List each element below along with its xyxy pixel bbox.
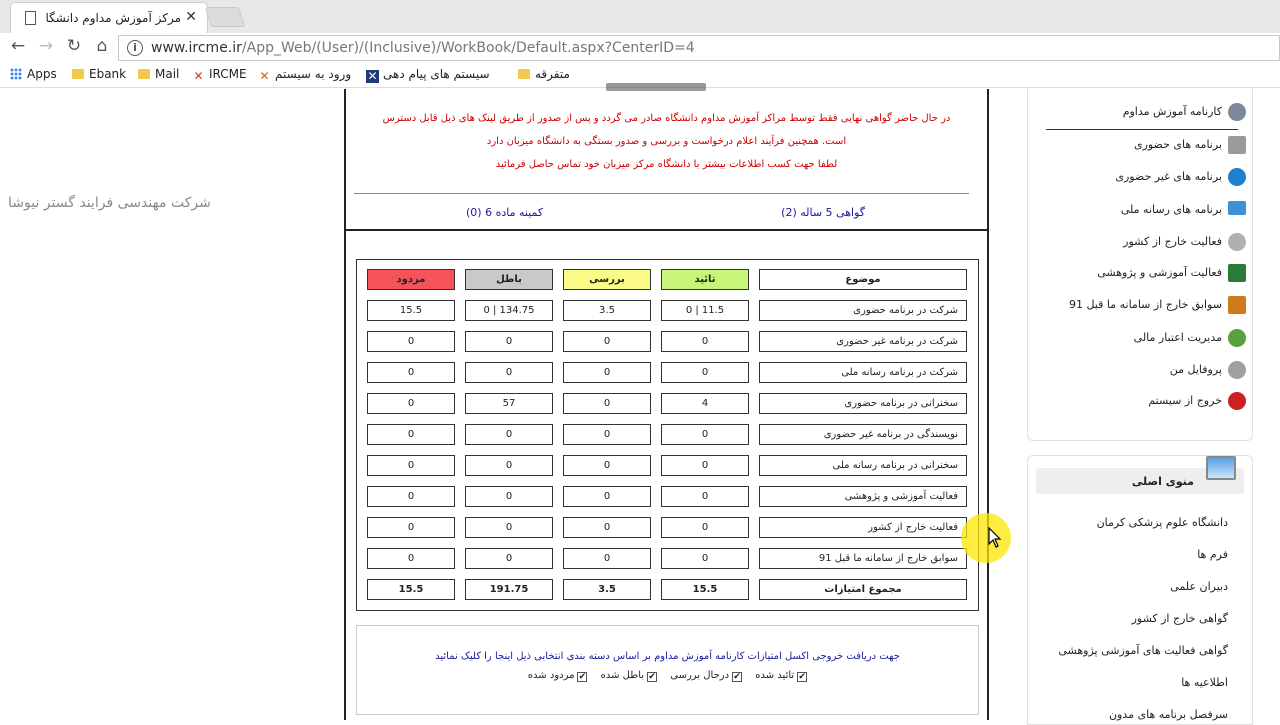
cell-void: 0 [465, 548, 553, 569]
cell-approved: 0 [661, 362, 749, 383]
monitor-icon [1228, 201, 1246, 215]
back-icon[interactable]: ← [10, 36, 26, 56]
five-year-certificate-link[interactable]: گواهی 5 ساله (2) [781, 206, 865, 219]
cell-review: 0 [563, 486, 651, 507]
cell-approved: 0 [661, 455, 749, 476]
cell-rejected: 0 [367, 393, 455, 414]
sidebar-item-abroad[interactable]: فعالیت خارج از کشور [1123, 235, 1222, 248]
sidebar-item-in-person[interactable]: برنامه های حضوری [1133, 138, 1222, 151]
cell-approved: 0 [661, 517, 749, 538]
credit-icon [1228, 329, 1246, 347]
bookmark-misc[interactable]: متفرقه [518, 67, 570, 81]
cell-rejected: 0 [367, 362, 455, 383]
cell-review: 0 [563, 455, 651, 476]
divider [1046, 129, 1238, 130]
excel-export-box [356, 625, 979, 715]
cell-approved: 0 [661, 486, 749, 507]
apps-icon [10, 68, 22, 80]
notice-line: در حال حاضر گواهی نهایی فقط توسط مراکز آموزش مداوم دانشگاه صادر می گردد و پس از صدور از طریق لینک های ذیل قابل دسترس [382, 113, 951, 124]
cell-void: 0 [465, 517, 553, 538]
cell-rejected: 0 [367, 486, 455, 507]
main-menu-box [1027, 455, 1253, 725]
sidebar-item-history[interactable]: سوابق خارج از سامانه ما قبل 91 [1068, 298, 1222, 311]
sidebar-item-online[interactable]: برنامه های غیر حضوری [1115, 170, 1222, 183]
menu-item-university[interactable]: دانشگاه علوم پزشکی کرمان [1096, 516, 1228, 529]
home-icon[interactable]: ⌂ [96, 36, 108, 56]
tab-title: مرکز آموزش مداوم دانشگا [45, 11, 181, 25]
cell-void: 0 [465, 331, 553, 352]
new-tab-button[interactable] [205, 7, 245, 27]
section-title-cut [606, 83, 706, 91]
right-sidebar [1025, 89, 1255, 720]
cell-review: 0 [563, 393, 651, 414]
menu-item-announcements[interactable]: اطلاعیه ها [1181, 676, 1228, 689]
messaging-icon: ✕ [367, 69, 378, 83]
total-rejected: 15.5 [367, 579, 455, 600]
page-icon [25, 11, 36, 25]
bookmark-messaging[interactable]: ✕ سیستم های پیام دهی [367, 67, 490, 83]
notice-line: لطفا جهت کسب اطلاعات بیشتر با دانشگاه مرکز میزبان خود تماس حاصل فرمائید [495, 159, 838, 170]
page-content [0, 89, 1280, 720]
cell-void: 0 [465, 424, 553, 445]
menu-item-curriculum[interactable]: سرفصل برنامه های مدون [1108, 708, 1228, 721]
row-subject[interactable]: شرکت در برنامه حضوری [759, 300, 967, 321]
folder-icon [518, 69, 530, 79]
cell-rejected: 0 [367, 517, 455, 538]
cell-rejected: 15.5 [367, 300, 455, 321]
row-subject[interactable]: فعالیت آموزشی و پژوهشی [759, 486, 967, 507]
power-icon [1228, 392, 1246, 410]
cell-review: 0 [563, 548, 651, 569]
notice-line: است. همچنین فرآیند اعلام درخواست و بررسی و صدور بستگی به دانشگاه میزبان دارد [486, 136, 847, 147]
sidebar-item-workbook[interactable]: کارنامه آموزش مداوم [1122, 105, 1222, 118]
close-tab-icon[interactable]: ✕ [185, 9, 197, 25]
book-icon [1228, 264, 1246, 282]
info-icon[interactable]: i [127, 40, 143, 56]
cell-review: 0 [563, 517, 651, 538]
folder-icon [72, 69, 84, 79]
workbook-panel [344, 89, 989, 720]
approved-checkbox[interactable]: ✔تائید شده [755, 670, 806, 682]
scores-table [356, 259, 979, 611]
bookmark-apps[interactable]: Apps [10, 67, 57, 81]
row-subject[interactable]: شرکت در برنامه رسانه ملی [759, 362, 967, 383]
browser-toolbar [0, 33, 1280, 62]
article-6-link[interactable]: کمینه ماده 6 (0) [466, 206, 544, 219]
cell-void: 0 [465, 455, 553, 476]
cell-void: 0 [465, 362, 553, 383]
main-menu-title: منوی اصلی [1131, 475, 1194, 488]
divider [354, 193, 969, 194]
mouse-pointer-icon [988, 527, 1002, 549]
ircme-icon: ✕ [193, 69, 204, 83]
sidebar-item-research[interactable]: فعالیت آموزشی و پژوهشی [1097, 266, 1222, 279]
cell-rejected: 0 [367, 331, 455, 352]
user-menu-box [1027, 89, 1253, 441]
monitor-icon [1206, 456, 1236, 480]
menu-item-secretaries[interactable]: دبیران علمی [1170, 580, 1228, 593]
sidebar-item-credit[interactable]: مدیریت اعتبار مالی [1133, 331, 1222, 344]
company-watermark: شرکت مهندسی فرایند گستر نیوشا [8, 195, 211, 211]
total-void: 191.75 [465, 579, 553, 600]
row-subject[interactable]: شرکت در برنامه غیر حضوری [759, 331, 967, 352]
row-subject[interactable]: سوابق خارج از سامانه ما قبل 91 [759, 548, 967, 569]
user-icon [1228, 361, 1246, 379]
cell-review: 0 [563, 331, 651, 352]
browser-tab[interactable] [10, 2, 208, 33]
bookmark-login[interactable]: ✕ ورود به سیستم [259, 67, 352, 83]
globe-icon [1228, 168, 1246, 186]
export-filters [357, 670, 978, 682]
forward-icon[interactable]: → [38, 36, 54, 56]
notice-section [346, 89, 987, 231]
total-label: مجموع امتیازات [759, 579, 967, 600]
address-bar[interactable] [118, 35, 1280, 61]
void-checkbox[interactable]: ✔باطل شده [600, 670, 656, 682]
cell-approved: 0 | 11.5 [661, 300, 749, 321]
header-void: باطل [465, 269, 553, 290]
cell-void: 0 [465, 486, 553, 507]
header-approved: تائید [661, 269, 749, 290]
menu-item-forms[interactable]: فرم ها [1197, 548, 1228, 561]
cell-approved: 4 [661, 393, 749, 414]
row-subject[interactable]: فعالیت خارج از کشور [759, 517, 967, 538]
excel-export-link[interactable]: جهت دریافت خروجی اکسل امتیازات کارنامه آموزش مداوم بر اساس دسته بندی انتخابی ذیل اینجا را کلیک نمائید [435, 651, 900, 662]
cell-review: 0 [563, 362, 651, 383]
ircme-icon: ✕ [259, 69, 270, 83]
bookmark-ebank[interactable]: Ebank [72, 67, 126, 81]
document-icon [1228, 136, 1246, 154]
cell-void: 0 | 134.75 [465, 300, 553, 321]
cell-rejected: 0 [367, 548, 455, 569]
header-rejected: مردود [367, 269, 455, 290]
archive-icon [1228, 296, 1246, 314]
total-approved: 15.5 [661, 579, 749, 600]
cell-review: 0 [563, 424, 651, 445]
magnifier-icon [1228, 103, 1246, 121]
cell-approved: 0 [661, 548, 749, 569]
sidebar-item-profile[interactable]: پروفایل من [1169, 363, 1222, 376]
folder-icon [138, 69, 150, 79]
sidebar-item-logout[interactable]: خروج از سیستم [1148, 394, 1222, 407]
reload-icon[interactable]: ↻ [66, 36, 82, 56]
cell-approved: 0 [661, 424, 749, 445]
menu-item-research-cert[interactable]: گواهی فعالیت های آموزشی پژوهشی [1058, 644, 1228, 657]
total-review: 3.5 [563, 579, 651, 600]
tab-strip [0, 0, 1280, 33]
row-subject[interactable]: سخنرانی در برنامه رسانه ملی [759, 455, 967, 476]
cursor-highlight [961, 513, 1011, 563]
row-subject[interactable]: نویسندگی در برنامه غیر حضوری [759, 424, 967, 445]
cell-approved: 0 [661, 331, 749, 352]
bookmark-mail[interactable]: Mail [138, 67, 179, 81]
review-checkbox[interactable]: ✔درحال بررسی [670, 670, 741, 682]
cell-void: 57 [465, 393, 553, 414]
header-review: بررسی [563, 269, 651, 290]
microphone-icon [1228, 233, 1246, 251]
row-subject[interactable]: سخنرانی در برنامه حضوری [759, 393, 967, 414]
header-subject: موضوع [759, 269, 967, 290]
bookmark-ircme[interactable]: ✕ IRCME [193, 67, 247, 83]
cell-rejected: 0 [367, 455, 455, 476]
cell-rejected: 0 [367, 424, 455, 445]
sidebar-item-media[interactable]: برنامه های رسانه ملی [1120, 203, 1222, 216]
rejected-checkbox[interactable]: ✔مردود شده [527, 670, 587, 682]
menu-item-abroad-cert[interactable]: گواهی خارج از کشور [1131, 612, 1228, 625]
url-text[interactable]: www.ircme.ir/App_Web/(User)/(Inclusive)/WorkBook/Default.aspx?CenterID=4 [151, 40, 695, 56]
cell-review: 3.5 [563, 300, 651, 321]
